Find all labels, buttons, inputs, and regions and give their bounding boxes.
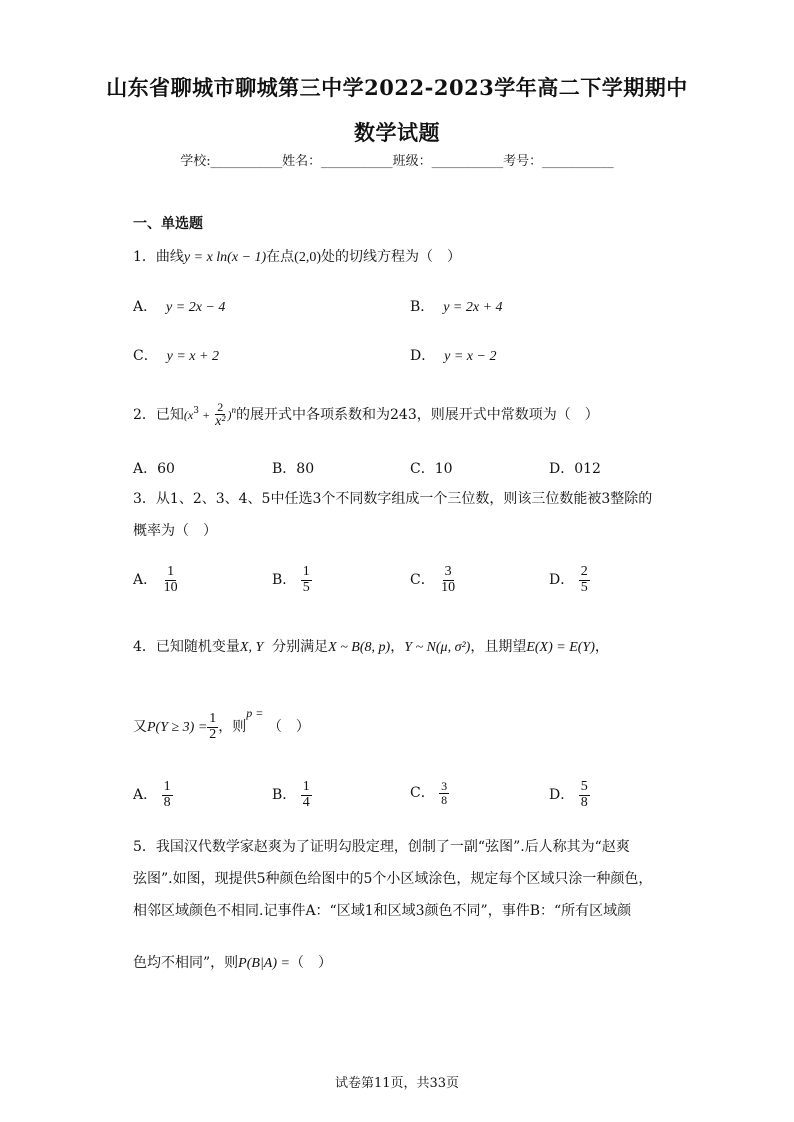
question-2 (133, 401, 599, 429)
option-label: C． (410, 785, 435, 802)
question-3-line-2: 概率为（ ） (133, 523, 217, 539)
option-label: B． (410, 299, 435, 315)
q2-expr-exp: 3 (193, 406, 199, 417)
option-label: B． (272, 787, 297, 804)
question-5-line-1: 5．我国汉代数学家赵爽为了证明勾股定理，创制了一副“弦图”.后人称其为“赵爽 (133, 839, 630, 855)
q4-probability: P(Y ≥ 3) = (147, 720, 208, 735)
q2-expr-pow: n (231, 405, 237, 416)
q2-option-a[interactable] (133, 458, 175, 478)
frac-numerator: 2 (217, 400, 224, 414)
q2-post: 的展开式中各项系数和为243，则展开式中常数项为（ ） (236, 407, 599, 424)
q1-option-b[interactable] (410, 296, 503, 316)
frac-numerator: 1 (163, 779, 171, 794)
frac-denominator: 4 (302, 794, 310, 810)
option-fraction (301, 780, 312, 810)
q1-end: 处的切线方程为（ ） (321, 249, 461, 265)
q1-mid: 在点 (266, 249, 295, 265)
option-fraction (162, 565, 180, 595)
frac-numerator: 3 (441, 779, 448, 793)
option-label: A． (133, 461, 158, 477)
q4-option-a[interactable] (133, 780, 173, 810)
frac-numerator: 2 (580, 564, 588, 579)
question-4-line-1 (133, 636, 609, 656)
option-text: y = 2x − 4 (166, 300, 226, 315)
q4-end: ， (594, 639, 609, 655)
q2-option-b[interactable] (272, 458, 314, 478)
page-subtitle: 数学试题 (354, 120, 440, 145)
frac-denominator: x² (215, 413, 226, 429)
q4-mid2: ，且期望 (470, 639, 527, 655)
q4-pvar: p = (246, 706, 264, 720)
question-4-line-2 (133, 706, 310, 742)
option-label: C． (133, 348, 158, 364)
option-text: 012 (574, 461, 601, 477)
question-1 (133, 246, 461, 266)
option-fraction (439, 565, 457, 595)
option-label: D． (410, 348, 436, 364)
option-label: A． (133, 572, 158, 589)
option-label: C． (410, 572, 435, 589)
option-fraction (162, 780, 173, 810)
q4-option-c[interactable] (410, 780, 449, 806)
frac-denominator: 8 (441, 792, 448, 807)
frac-numerator: 5 (580, 779, 588, 794)
frac-denominator: 10 (441, 579, 456, 595)
frac-numerator: 1 (302, 779, 310, 794)
question-5-line-2: 弦图”.如图，现提供5种颜色给图中的5个小区域涂色，规定每个区域只涂一种颜色， (133, 871, 653, 887)
option-fraction (301, 565, 312, 595)
option-fraction (579, 780, 590, 810)
option-text: 80 (296, 461, 315, 477)
option-label: B． (272, 461, 297, 477)
frac-numerator: 1 (209, 710, 217, 726)
q1-option-c[interactable] (133, 345, 219, 365)
student-info-line: 学校:___________姓名：___________班级：___________考号：___________ (180, 154, 614, 169)
q3-option-c[interactable] (410, 565, 457, 595)
option-fraction (579, 565, 590, 595)
option-label: D． (549, 461, 575, 477)
q2-option-d[interactable] (549, 458, 601, 478)
option-text: y = x − 2 (444, 349, 497, 364)
frac-numerator: 3 (444, 564, 452, 579)
option-text: 10 (434, 461, 453, 477)
option-text: 60 (157, 461, 175, 477)
q4-pre: 4．已知随机变量 (133, 639, 240, 655)
q1-option-d[interactable] (410, 345, 496, 365)
page-title: 山东省聊城市聊城第三中学2022-2023学年高二下学期期中 (106, 75, 688, 100)
q4-paren: （ ） (267, 719, 310, 735)
q5-conditional-prob: P(B|A) = (238, 956, 290, 971)
q1-number: 1．曲线 (133, 249, 184, 265)
option-text: y = x + 2 (166, 349, 219, 364)
question-5-line-4 (133, 952, 332, 972)
frac-denominator: 5 (580, 579, 588, 595)
q1-function: y = x ln(x − 1) (183, 250, 267, 265)
q3-option-d[interactable] (549, 565, 590, 595)
frac-numerator: 1 (302, 564, 310, 579)
q4-dist1: X ~ B(8, p) (328, 640, 391, 655)
q2-expr-base: (x (183, 408, 194, 423)
option-label: A． (133, 787, 158, 804)
option-label: D． (549, 787, 575, 804)
frac-denominator: 8 (580, 794, 588, 810)
frac-numerator: 1 (167, 564, 175, 579)
q3-option-b[interactable] (272, 565, 312, 595)
q2-pre: 2．已知 (133, 407, 184, 424)
frac-denominator: 10 (163, 579, 178, 595)
q4-dist2: Y ~ N(μ, σ²) (404, 640, 471, 655)
q4-vars: X, Y (239, 640, 264, 655)
option-label: A． (133, 299, 158, 315)
q1-point: (2,0) (294, 250, 321, 265)
option-text: y = 2x + 4 (443, 300, 503, 315)
q2-option-c[interactable] (410, 458, 453, 478)
page-footer: 试卷第11页，共33页 (334, 1076, 460, 1091)
q1-option-a[interactable] (133, 296, 225, 316)
q4-expectation: E(X) = E(Y) (526, 640, 595, 655)
q4-mid1: 分别满足 (272, 639, 329, 655)
q4-line2-pre: 又 (133, 719, 147, 735)
option-label: B． (272, 572, 297, 589)
question-5-line-3: 相邻区域颜色不相同.记事件A：“区域1和区域3颜色不同”，事件B：“所有区域颜 (133, 903, 632, 919)
section-heading: 一、单选题 (133, 216, 203, 232)
q2-expr-plus: + (198, 408, 214, 423)
frac-denominator: 8 (163, 794, 171, 810)
question-3-line-1: 3．从1、2、3、4、5中任选3个不同数字组成一个三位数，则该三位数能被3整除的 (133, 491, 653, 507)
frac-denominator: 5 (302, 579, 310, 595)
option-label: C． (410, 461, 435, 477)
q4-then: ，则 (218, 719, 247, 735)
q2-expr-close: ) (227, 408, 232, 423)
q4-comma: ， (390, 639, 405, 655)
q5-line4-pre: 色均不相同”，则 (133, 955, 239, 971)
q2-fraction (213, 401, 227, 429)
q5-line4-post: （ ） (289, 955, 332, 971)
option-fraction (439, 780, 449, 806)
q4-half-fraction (207, 712, 218, 742)
q4-option-d[interactable] (549, 780, 590, 810)
option-label: D． (549, 572, 575, 589)
frac-denominator: 2 (209, 726, 217, 742)
q4-option-b[interactable] (272, 780, 312, 810)
q3-option-a[interactable] (133, 565, 180, 595)
